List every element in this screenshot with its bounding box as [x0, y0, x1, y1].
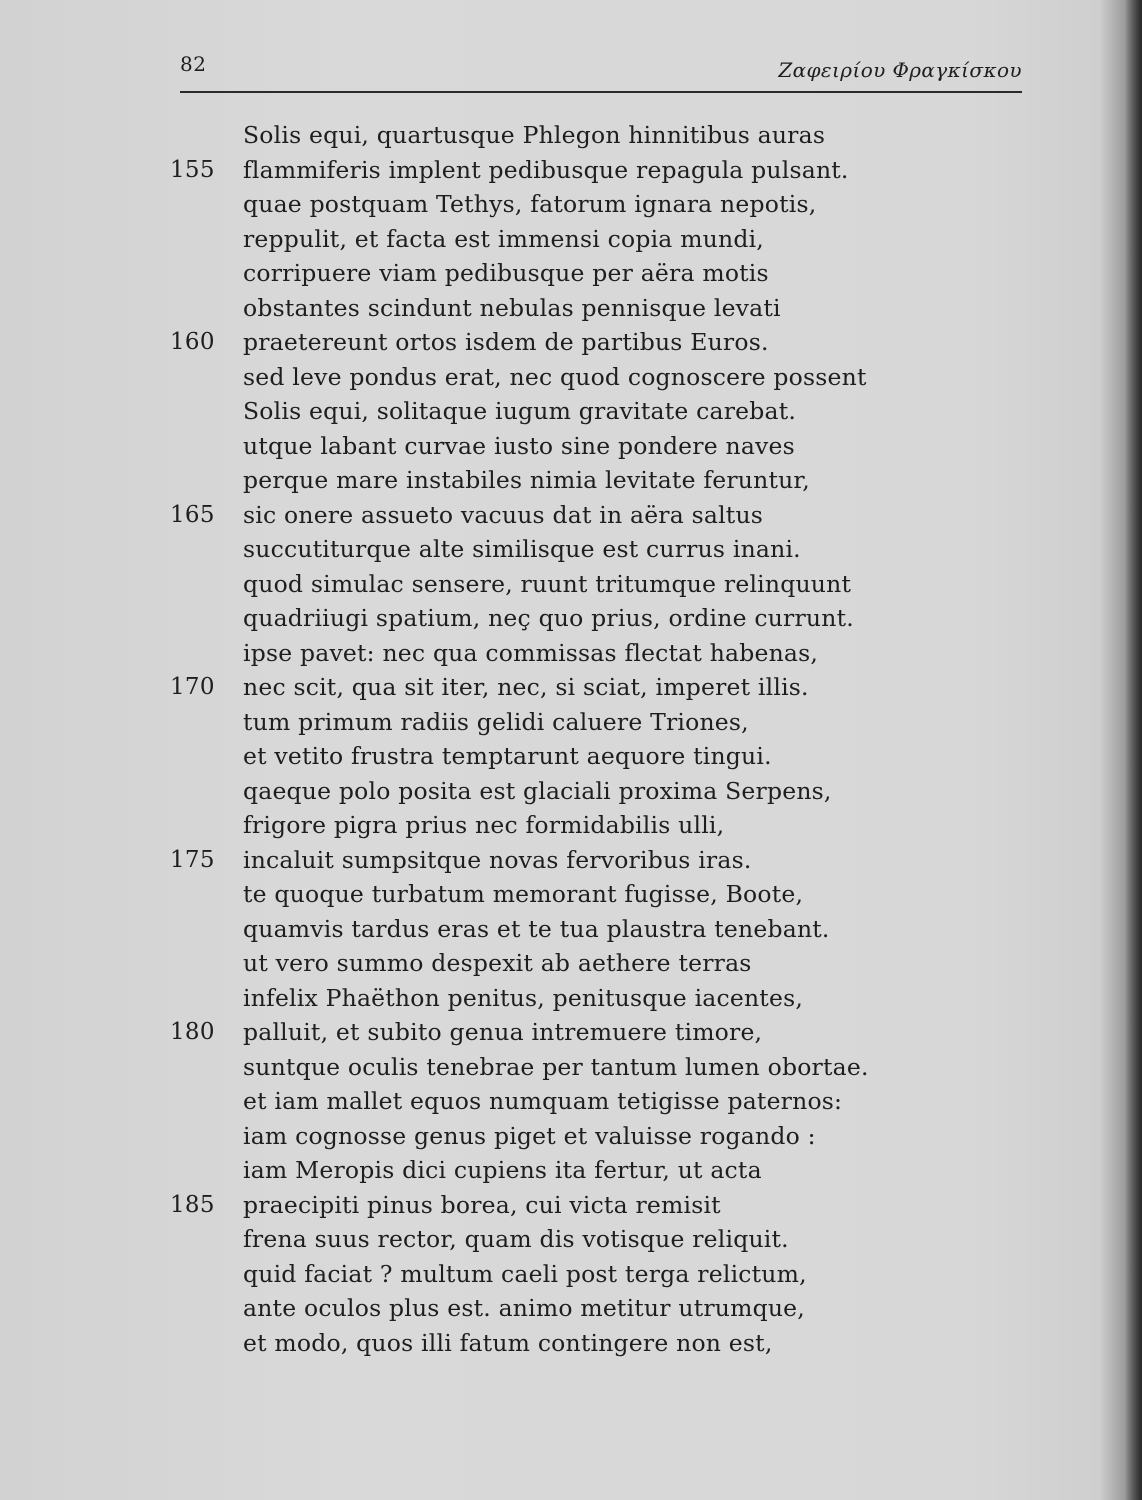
verse-line	[170, 1015, 930, 1050]
page-number: 82	[180, 52, 207, 76]
verse-text: et iam mallet equos numquam tetigisse paternos:	[243, 1087, 843, 1115]
verse-text: sic onere assueto vacuus dat in aëra saltus	[243, 500, 764, 529]
verse-number: 165	[170, 501, 215, 528]
verse-line	[170, 567, 930, 602]
verse-text: te quoque turbatum memorant fugisse, Boote,	[243, 880, 804, 908]
verse-text: quod simulac sensere, ruunt tritumque relinquunt	[243, 569, 852, 598]
verse-line	[170, 429, 930, 464]
verse-line	[170, 1050, 930, 1085]
header-rule	[180, 91, 1022, 93]
verse-line	[170, 256, 930, 291]
verse-line	[170, 1119, 930, 1154]
page-header	[180, 52, 1022, 92]
verse-text: corripuere viam pedibusque per aëra motis	[243, 259, 769, 287]
verse-line	[170, 636, 930, 671]
verse-line	[170, 1222, 930, 1257]
verse-number: 185	[170, 1191, 215, 1218]
verse-line	[170, 222, 930, 257]
verse-text: Solis equi, solitaque iugum gravitate carebat.	[243, 397, 797, 425]
verse-line	[170, 739, 930, 774]
verse-text: reppulit, et facta est immensi copia mundi,	[243, 224, 764, 253]
verse-text: quadriiugi spatium, neç quo prius, ordine currunt.	[243, 604, 854, 632]
verse-text: perque mare instabiles nimia levitate feruntur,	[243, 466, 810, 494]
verse-text: iam cognosse genus piget et valuisse rogando :	[243, 1121, 816, 1150]
verse-line	[170, 601, 930, 636]
verse-text: obstantes scindunt nebulas pennisque levati	[243, 293, 781, 322]
verse-line	[170, 1257, 930, 1292]
verse-text: praetereunt ortos isdem de partibus Euros.	[243, 328, 769, 356]
verse-line	[170, 153, 930, 188]
verse-number: 155	[170, 156, 215, 183]
verse-line	[170, 118, 930, 153]
verse-text: Solis equi, quartusque Phlegon hinnitibus auras	[243, 121, 826, 149]
verse-text: qaeque polo posita est glaciali proxima Serpens,	[243, 776, 832, 805]
verse-text: et vetito frustra temptarunt aequore tingui.	[243, 742, 772, 770]
verse-text: palluit, et subito genua intremuere timore,	[243, 1018, 763, 1046]
verse-number: 180	[170, 1019, 215, 1045]
verse-text: infelix Phaëthon penitus, penitusque iacentes,	[243, 983, 803, 1012]
verse-line	[170, 463, 930, 498]
verse-text: frena suus rector, quam dis votisque reliquit.	[243, 1225, 789, 1253]
verse-line	[170, 1188, 930, 1223]
running-head: Ζαφειρίου Φραγκίσκου	[778, 58, 1022, 82]
verse-text: suntque oculis tenebrae per tantum lumen obortae.	[243, 1052, 869, 1081]
verse-line	[170, 291, 930, 326]
verse-block	[170, 118, 930, 1360]
verse-number: 170	[170, 674, 215, 700]
verse-line	[170, 705, 930, 740]
verse-line	[170, 532, 930, 567]
verse-line	[170, 187, 930, 222]
verse-number: 160	[170, 329, 215, 355]
verse-text: sed leve pondus erat, nec quod cognoscere possent	[243, 362, 867, 391]
verse-line	[170, 981, 930, 1016]
verse-line	[170, 877, 930, 912]
verse-text: frigore pigra prius nec formidabilis ulli,	[243, 811, 725, 839]
verse-line	[170, 912, 930, 947]
verse-line	[170, 1326, 930, 1361]
verse-text: utque labant curvae iusto sine pondere naves	[243, 431, 795, 460]
verse-line	[170, 808, 930, 843]
verse-text: et modo, quos illi fatum contingere non est,	[243, 1328, 773, 1357]
verse-text: incaluit sumpsitque novas fervoribus iras.	[243, 845, 752, 874]
verse-text: quae postquam Tethys, fatorum ignara nepotis,	[243, 190, 817, 218]
verse-text: iam Meropis dici cupiens ita fertur, ut acta	[243, 1156, 762, 1184]
verse-text: succutiturque alte similisque est currus inani.	[243, 535, 801, 563]
verse-line	[170, 1153, 930, 1188]
verse-text: nec scit, qua sit iter, nec, si sciat, imperet illis.	[243, 673, 809, 701]
verse-line	[170, 498, 930, 533]
verse-line	[170, 360, 930, 395]
verse-text: quamvis tardus eras et te tua plaustra tenebant.	[243, 914, 830, 943]
verse-line	[170, 670, 930, 705]
page-edge	[1126, 0, 1142, 1500]
verse-line	[170, 394, 930, 429]
verse-text: praecipiti pinus borea, cui victa remisit	[243, 1190, 721, 1219]
verse-line	[170, 774, 930, 809]
verse-text: quid faciat ? multum caeli post terga relictum,	[243, 1259, 807, 1288]
verse-text: ante oculos plus est. animo metitur utrumque,	[243, 1294, 805, 1322]
verse-line	[170, 1084, 930, 1119]
verse-line	[170, 946, 930, 981]
verse-text: ut vero summo despexit ab aethere terras	[243, 949, 752, 977]
verse-text: ipse pavet: nec qua commissas flectat habenas,	[243, 638, 819, 667]
verse-text: flammiferis implent pedibusque repagula pulsant.	[243, 155, 849, 184]
verse-line	[170, 1291, 930, 1326]
verse-line	[170, 843, 930, 878]
verse-line	[170, 325, 930, 360]
verse-text: tum primum radiis gelidi caluere Triones,	[243, 707, 749, 736]
verse-number: 175	[170, 846, 215, 873]
